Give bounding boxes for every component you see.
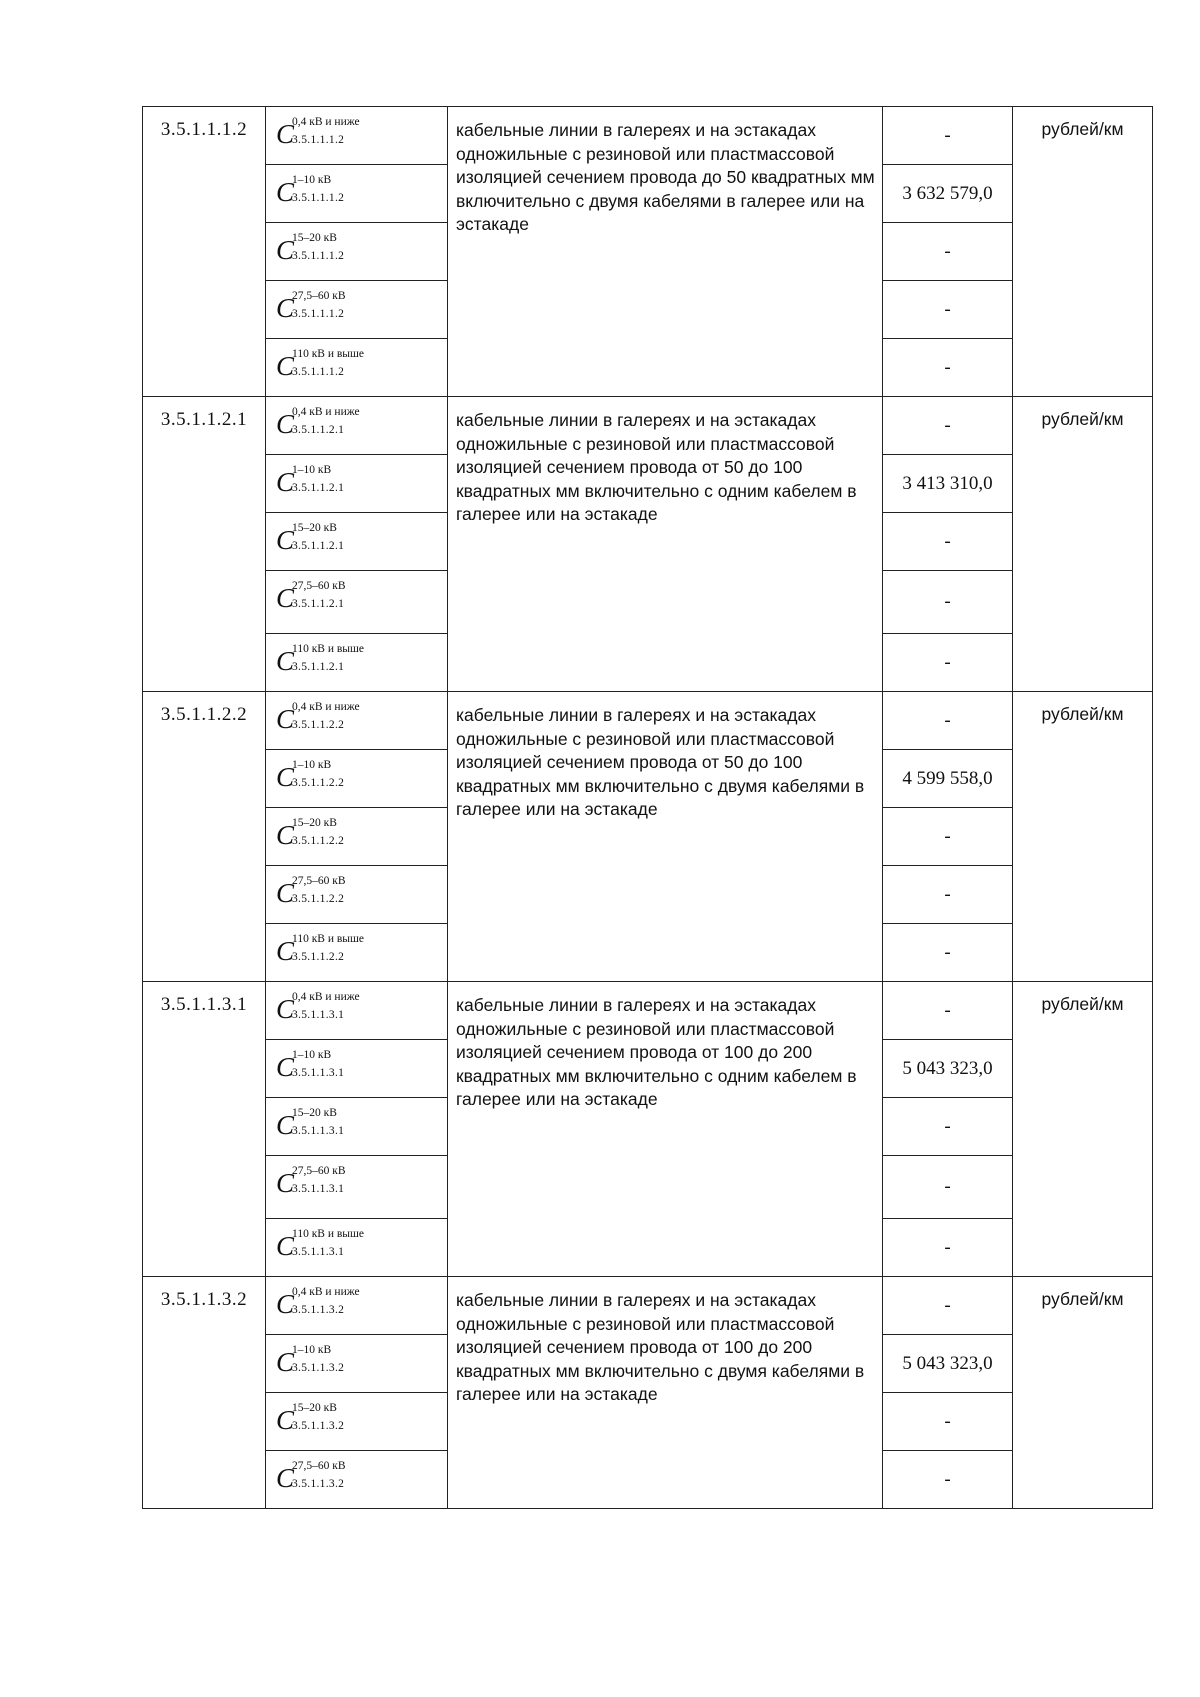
rate-value: - [883, 634, 1013, 692]
row-code: 3.5.1.1.3.2 [143, 1277, 266, 1509]
table-row [143, 1277, 1153, 1335]
voltage-level: 15–20 кВ [292, 522, 337, 534]
rate-symbol [266, 513, 448, 571]
voltage-level: 0,4 кВ и ниже [292, 116, 360, 128]
symbol-index: 3.5.1.1.1.2 [292, 366, 345, 378]
table-row [143, 982, 1153, 1040]
voltage-level: 15–20 кВ [292, 1402, 337, 1414]
symbol-letter: C [276, 646, 295, 676]
symbol-letter: C [276, 235, 295, 265]
row-code: 3.5.1.1.2.2 [143, 692, 266, 982]
row-description: кабельные линии в галереях и на эстакадах одножильные с резиновой или пластмассовой изоляцией сечением провода от 50 до 100 квадратных мм включительно с одним кабелем в галерее или на эстакаде [448, 397, 883, 692]
rate-symbol [266, 1156, 448, 1219]
symbol-index: 3.5.1.1.2.2 [292, 777, 345, 789]
voltage-level: 110 кВ и выше [292, 643, 364, 655]
rate-symbol [266, 750, 448, 808]
symbol-index: 3.5.1.1.2.1 [292, 482, 345, 494]
voltage-level: 1–10 кВ [292, 759, 332, 771]
voltage-level: 15–20 кВ [292, 817, 337, 829]
row-unit: рублей/км [1013, 692, 1153, 982]
symbol-index: 3.5.1.1.3.2 [292, 1362, 345, 1374]
symbol-letter: C [276, 1231, 295, 1261]
rate-symbol [266, 1219, 448, 1277]
rate-symbol [266, 808, 448, 866]
row-description: кабельные линии в галереях и на эстакадах одножильные с резиновой или пластмассовой изоляцией сечением провода до 50 квадратных мм включительно с двумя кабелями в галерее или на эстакаде [448, 107, 883, 397]
symbol-letter: C [276, 525, 295, 555]
rate-value: - [883, 397, 1013, 455]
symbol-index: 3.5.1.1.3.1 [292, 1246, 345, 1258]
symbol-index: 3.5.1.1.3.1 [292, 1183, 345, 1195]
rate-value: - [883, 571, 1013, 634]
row-description: кабельные линии в галереях и на эстакадах одножильные с резиновой или пластмассовой изоляцией сечением провода от 50 до 100 квадратных мм включительно с двумя кабелями в галерее или на эстакаде [448, 692, 883, 982]
row-description: кабельные линии в галереях и на эстакадах одножильные с резиновой или пластмассовой изоляцией сечением провода от 100 до 200 квадратных мм включительно с двумя кабелями в галерее или на эстакаде [448, 1277, 883, 1509]
rate-value: - [883, 339, 1013, 397]
rate-value: 3 632 579,0 [883, 165, 1013, 223]
symbol-index: 3.5.1.1.2.1 [292, 598, 345, 610]
voltage-level: 0,4 кВ и ниже [292, 406, 360, 418]
rate-value: - [883, 1098, 1013, 1156]
symbol-index: 3.5.1.1.3.2 [292, 1420, 345, 1432]
symbol-letter: C [276, 936, 295, 966]
symbol-letter: C [276, 994, 295, 1024]
symbol-index: 3.5.1.1.2.1 [292, 424, 345, 436]
rate-value: - [883, 924, 1013, 982]
rate-symbol [266, 692, 448, 750]
rate-symbol [266, 924, 448, 982]
symbol-letter: C [276, 1289, 295, 1319]
rates-table-body [143, 107, 1153, 1509]
symbol-letter: C [276, 409, 295, 439]
rate-symbol [266, 1335, 448, 1393]
symbol-index: 3.5.1.1.1.2 [292, 308, 345, 320]
voltage-level: 1–10 кВ [292, 1049, 332, 1061]
voltage-level: 0,4 кВ и ниже [292, 1286, 360, 1298]
symbol-letter: C [276, 119, 295, 149]
voltage-level: 1–10 кВ [292, 464, 332, 476]
row-code: 3.5.1.1.1.2 [143, 107, 266, 397]
voltage-level: 110 кВ и выше [292, 1228, 364, 1240]
symbol-letter: C [276, 1168, 295, 1198]
rates-table [142, 106, 1153, 1509]
symbol-letter: C [276, 704, 295, 734]
rate-symbol [266, 982, 448, 1040]
rate-value: 4 599 558,0 [883, 750, 1013, 808]
voltage-level: 110 кВ и выше [292, 348, 364, 360]
symbol-index: 3.5.1.1.3.2 [292, 1304, 345, 1316]
rate-symbol [266, 866, 448, 924]
row-code: 3.5.1.1.2.1 [143, 397, 266, 692]
table-row [143, 692, 1153, 750]
symbol-letter: C [276, 1347, 295, 1377]
table-row [143, 397, 1153, 455]
symbol-index: 3.5.1.1.2.2 [292, 951, 345, 963]
symbol-index: 3.5.1.1.2.2 [292, 835, 345, 847]
voltage-level: 27,5–60 кВ [292, 580, 346, 592]
rate-symbol [266, 223, 448, 281]
table-row [143, 107, 1153, 165]
rate-value: - [883, 281, 1013, 339]
rate-value: - [883, 982, 1013, 1040]
rate-symbol [266, 1393, 448, 1451]
row-unit: рублей/км [1013, 1277, 1153, 1509]
rate-value: 3 413 310,0 [883, 455, 1013, 513]
rate-symbol [266, 1451, 448, 1509]
rate-symbol [266, 165, 448, 223]
voltage-level: 15–20 кВ [292, 1107, 337, 1119]
symbol-letter: C [276, 820, 295, 850]
rate-symbol [266, 571, 448, 634]
rate-value: - [883, 223, 1013, 281]
rate-symbol [266, 1277, 448, 1335]
symbol-index: 3.5.1.1.3.2 [292, 1478, 345, 1490]
symbol-letter: C [276, 293, 295, 323]
symbol-index: 3.5.1.1.2.2 [292, 893, 345, 905]
rate-symbol [266, 107, 448, 165]
rate-value: - [883, 1393, 1013, 1451]
rate-value: - [883, 808, 1013, 866]
voltage-level: 27,5–60 кВ [292, 1460, 346, 1472]
symbol-index: 3.5.1.1.3.1 [292, 1009, 345, 1021]
symbol-letter: C [276, 177, 295, 207]
symbol-index: 3.5.1.1.1.2 [292, 192, 345, 204]
row-code: 3.5.1.1.3.1 [143, 982, 266, 1277]
row-unit: рублей/км [1013, 982, 1153, 1277]
voltage-level: 0,4 кВ и ниже [292, 991, 360, 1003]
rate-symbol [266, 1098, 448, 1156]
symbol-index: 3.5.1.1.1.2 [292, 134, 345, 146]
rate-value: 5 043 323,0 [883, 1335, 1013, 1393]
symbol-letter: C [276, 351, 295, 381]
symbol-index: 3.5.1.1.2.1 [292, 661, 345, 673]
rate-symbol [266, 1040, 448, 1098]
rate-value: - [883, 107, 1013, 165]
voltage-level: 27,5–60 кВ [292, 875, 346, 887]
symbol-letter: C [276, 762, 295, 792]
voltage-level: 15–20 кВ [292, 232, 337, 244]
voltage-level: 27,5–60 кВ [292, 1165, 346, 1177]
row-unit: рублей/км [1013, 107, 1153, 397]
symbol-letter: C [276, 1052, 295, 1082]
symbol-letter: C [276, 878, 295, 908]
rate-value: - [883, 866, 1013, 924]
symbol-letter: C [276, 1463, 295, 1493]
row-unit: рублей/км [1013, 397, 1153, 692]
voltage-level: 0,4 кВ и ниже [292, 701, 360, 713]
symbol-letter: C [276, 1405, 295, 1435]
rate-value: - [883, 1156, 1013, 1219]
rate-value: - [883, 513, 1013, 571]
voltage-level: 1–10 кВ [292, 174, 332, 186]
rate-value: - [883, 1277, 1013, 1335]
rate-symbol [266, 339, 448, 397]
row-description: кабельные линии в галереях и на эстакадах одножильные с резиновой или пластмассовой изоляцией сечением провода от 100 до 200 квадратных мм включительно с одним кабелем в галерее или на эстакаде [448, 982, 883, 1277]
symbol-index: 3.5.1.1.2.1 [292, 540, 345, 552]
rate-value: - [883, 1219, 1013, 1277]
voltage-level: 1–10 кВ [292, 1344, 332, 1356]
rate-symbol [266, 634, 448, 692]
symbol-letter: C [276, 1110, 295, 1140]
symbol-index: 3.5.1.1.2.2 [292, 719, 345, 731]
rate-symbol [266, 397, 448, 455]
symbol-letter: C [276, 583, 295, 613]
rate-value: - [883, 692, 1013, 750]
symbol-index: 3.5.1.1.3.1 [292, 1067, 345, 1079]
symbol-letter: C [276, 467, 295, 497]
rate-symbol [266, 281, 448, 339]
symbol-index: 3.5.1.1.1.2 [292, 250, 345, 262]
rate-symbol [266, 455, 448, 513]
symbol-index: 3.5.1.1.3.1 [292, 1125, 345, 1137]
voltage-level: 110 кВ и выше [292, 933, 364, 945]
voltage-level: 27,5–60 кВ [292, 290, 346, 302]
rate-value: - [883, 1451, 1013, 1509]
rate-value: 5 043 323,0 [883, 1040, 1013, 1098]
